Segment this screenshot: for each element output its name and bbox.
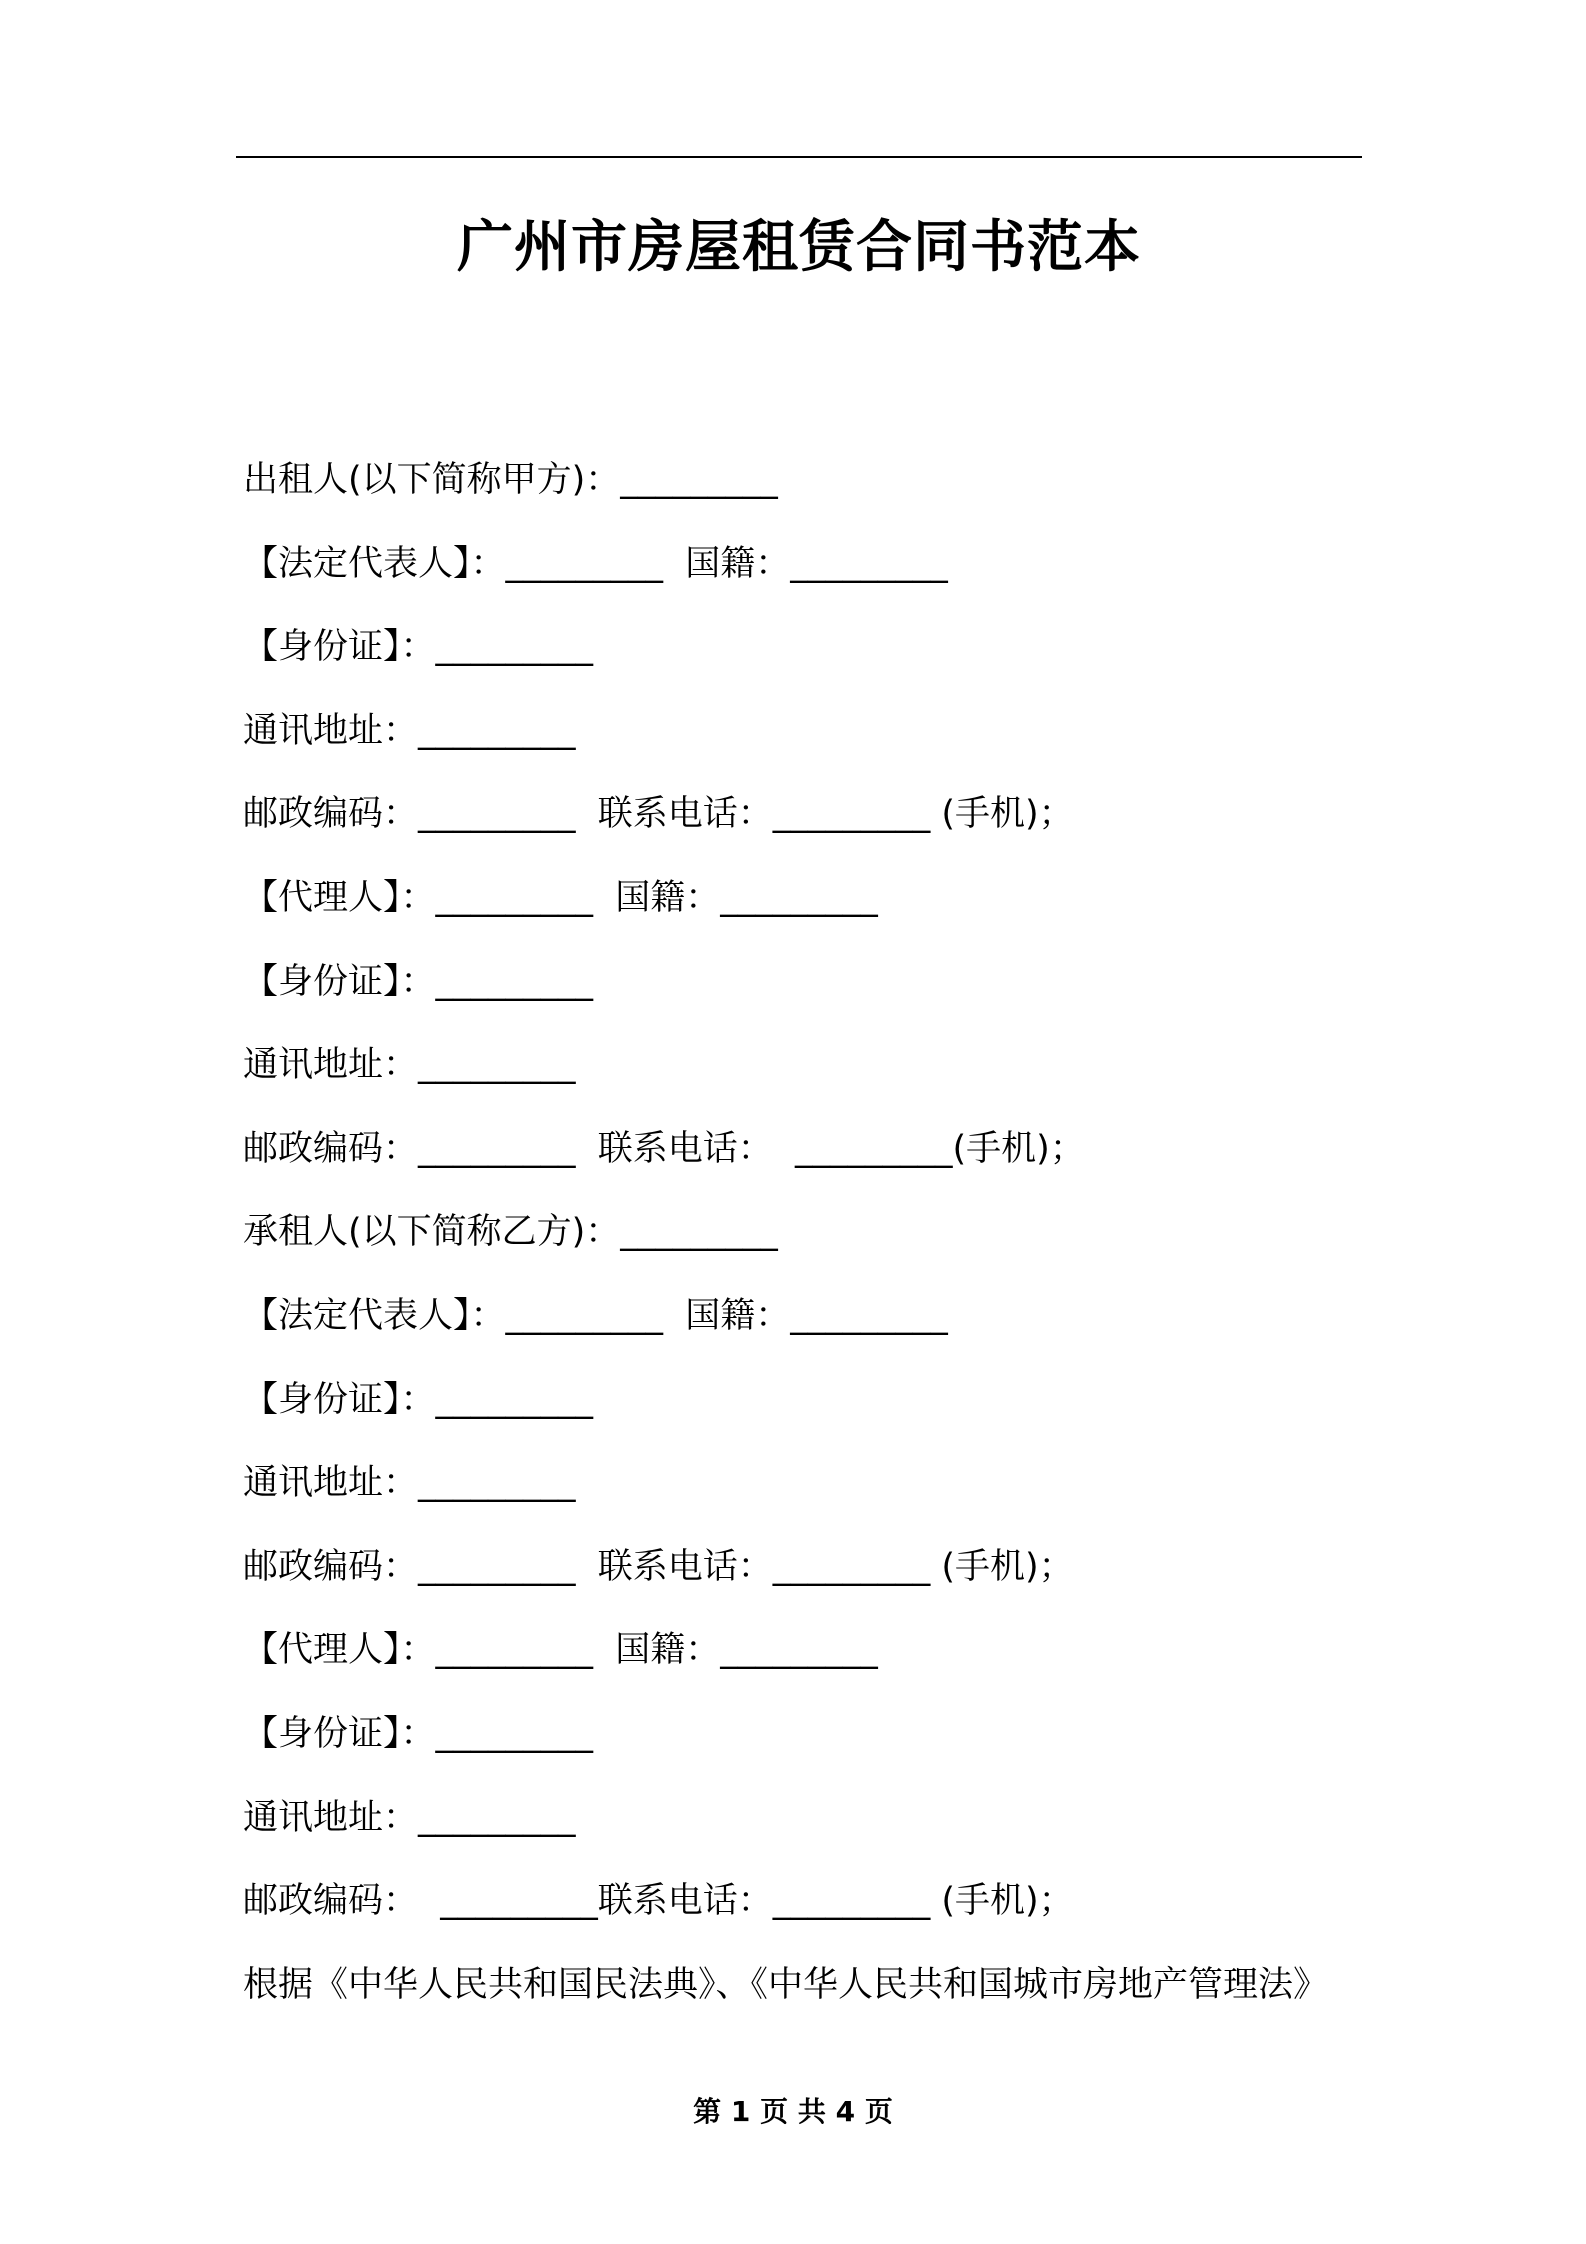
page-footer: 第 1 页 共 4 页	[693, 2095, 893, 2128]
lessor-address-line: 通讯地址：_________	[243, 710, 576, 751]
lessor-agent-address-line: 通讯地址：_________	[243, 1045, 576, 1086]
lessor-agent-postcode-phone-line: 邮政编码：_________ 联系电话： _________(手机)；	[243, 1128, 1085, 1169]
lessor-agent-id-card-line: 【身份证】：_________	[243, 961, 594, 1002]
lessee-agent-postcode-phone-line: 邮政编码： _________联系电话：_________ (手机)；	[243, 1881, 1074, 1922]
lessee-agent-id-card-line: 【身份证】：_________	[243, 1713, 594, 1754]
lessee-agent-line: 【代理人】：_________ 国籍：_________	[243, 1630, 878, 1671]
lessee-id-card-line: 【身份证】：_________	[243, 1379, 594, 1420]
document-title: 广州市房屋租赁合同书范本	[457, 215, 1141, 280]
lessee-address-line: 通讯地址：_________	[243, 1463, 576, 1504]
lessee-legal-rep-line: 【法定代表人】：_________ 国籍：_________	[243, 1295, 948, 1336]
lessor-line: 出租人(以下简称甲方)：_________	[243, 460, 778, 500]
header-rule	[236, 156, 1362, 158]
lessor-id-card-line: 【身份证】：_________	[243, 627, 594, 668]
lessor-postcode-phone-line: 邮政编码：_________ 联系电话：_________ (手机)；	[243, 794, 1074, 835]
legal-basis-line: 根据《中华人民共和国民法典》、《中华人民共和国城市房地产管理法》	[243, 1964, 1329, 2005]
lessor-legal-rep-line: 【法定代表人】：_________ 国籍：_________	[243, 543, 948, 584]
lessee-line: 承租人(以下简称乙方)：_________	[243, 1212, 778, 1253]
lessee-agent-address-line: 通讯地址：_________	[243, 1797, 576, 1838]
contract-body	[243, 448, 1363, 2036]
lessee-postcode-phone-line: 邮政编码：_________ 联系电话：_________ (手机)；	[243, 1546, 1074, 1587]
lessor-agent-line: 【代理人】：_________ 国籍：_________	[243, 877, 878, 918]
